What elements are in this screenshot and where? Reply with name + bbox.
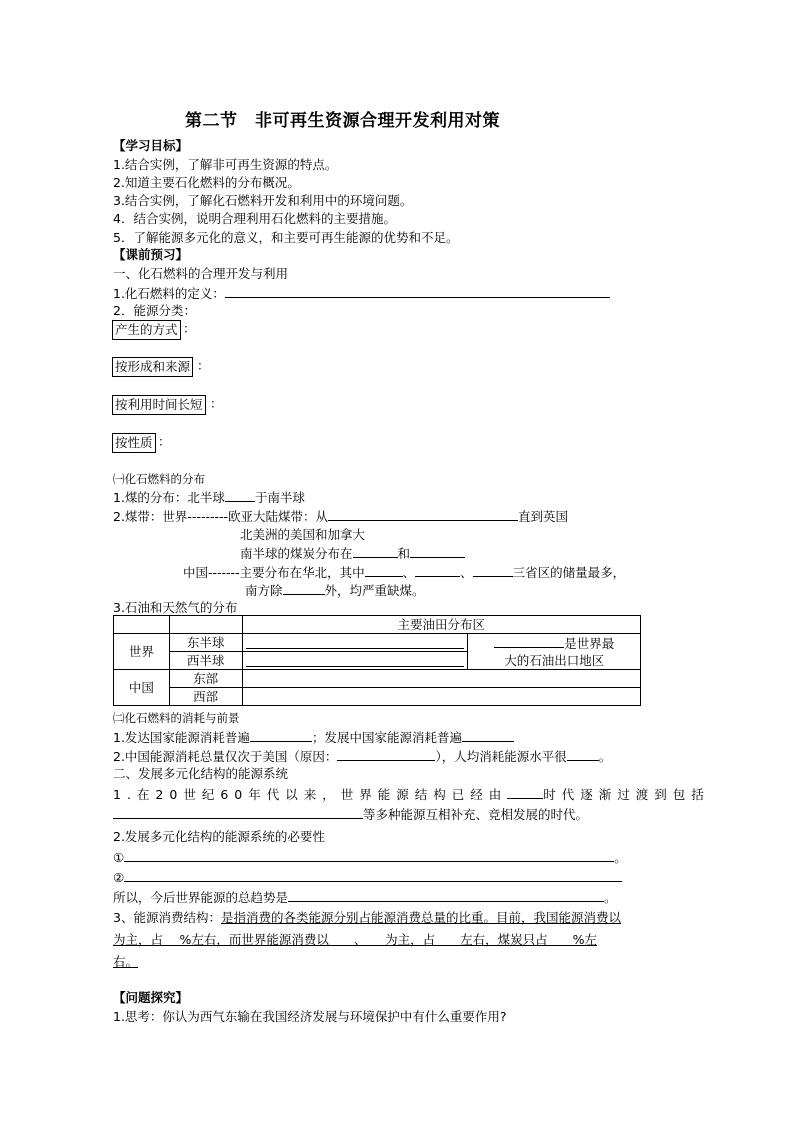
colon: ：	[197, 358, 210, 373]
table-cell[interactable]	[242, 688, 640, 706]
text: 于南半球	[254, 490, 305, 505]
text: 、	[460, 565, 473, 580]
text: 。	[614, 850, 627, 865]
text: 等多种能源互相补充、竞相发展的时代。	[363, 807, 589, 822]
answer-blank[interactable]	[225, 284, 610, 298]
coal-distribution	[113, 488, 305, 506]
necessity-heading: 2.发展多元化结构的能源系统的必要性	[113, 829, 325, 844]
answer-blank[interactable]	[473, 563, 513, 577]
text: 1.在20世纪60年代以来，世界能源结构已经由	[113, 787, 508, 802]
coal-china	[183, 563, 625, 581]
subsection-heading: ㈡化石燃料的消耗与前景	[113, 711, 240, 725]
text: 是世界最	[564, 636, 615, 651]
oil-heading: 3.石油和天然气的分布	[113, 600, 238, 615]
consumption-structure-cont: 为主，占 %左右，而世界能源消费以 、 为主，占 左右，煤炭只占 %左	[113, 932, 597, 947]
structure-line	[113, 785, 710, 803]
section-heading: 一、化石燃料的合理开发与利用	[113, 266, 289, 281]
answer-blank[interactable]	[337, 747, 435, 761]
text: 1.煤的分布：北半球	[113, 490, 225, 505]
answer-blank[interactable]	[246, 636, 465, 649]
text: 。	[598, 749, 612, 764]
answer-blank[interactable]	[124, 868, 622, 882]
text: 外，均严重缺煤。	[324, 583, 425, 598]
answer-blank[interactable]	[507, 785, 543, 799]
coal-belt-south	[240, 544, 465, 562]
coal-belt-na: 北美洲的美国和加拿大	[240, 527, 366, 542]
table-cell	[169, 616, 242, 634]
definition-question	[113, 284, 610, 302]
answer-blank[interactable]	[353, 544, 398, 558]
classification-question: 2．能源分类：	[113, 303, 196, 318]
consumption-structure-end: 右。	[113, 954, 139, 969]
objective-item: 1.结合实例，了解非可再生资源的特点。	[113, 157, 338, 172]
table-row	[114, 634, 641, 652]
objective-item: 4．结合实例，说明合理利用石化燃料的主要措施。	[113, 211, 396, 226]
text: 南方除	[245, 583, 283, 598]
objectives-heading: 【学习目标】	[113, 138, 189, 153]
answer-blank[interactable]	[288, 888, 604, 902]
text: 、	[402, 565, 416, 580]
text: 2.中国能源消耗总量仅次于美国（原因：	[113, 749, 338, 764]
text: ；发展中国家能源消耗普遍	[311, 730, 462, 745]
necessity-item	[113, 868, 622, 886]
objective-item: 3.结合实例，了解化石燃料开发和利用中的环境问题。	[113, 193, 413, 208]
text: 三省区的储量最多，	[512, 565, 626, 580]
objective-item: 2.知道主要石化燃料的分布概况。	[113, 175, 300, 190]
table-cell: 东半球	[169, 634, 242, 652]
colon: ：	[158, 434, 171, 449]
preview-heading: 【课前预习】	[113, 247, 189, 262]
world-note-line: 大的石油出口地区	[504, 653, 605, 668]
text: 南半球的煤炭分布在	[240, 546, 353, 561]
inquiry-question: 1.思考：你认为西气东输在我国经济发展与环境保护中有什么重要作用?	[113, 1009, 507, 1024]
coal-south	[245, 581, 425, 599]
consumption-line	[113, 728, 514, 746]
answer-blank[interactable]	[250, 728, 312, 742]
text: 直到英国	[518, 509, 569, 524]
objective-item: 5．了解能源多元化的意义，和主要可再生能源的优势和不足。	[113, 230, 459, 245]
table-header: 主要油田分布区	[242, 616, 640, 634]
answer-blank[interactable]	[328, 507, 518, 521]
answer-blank[interactable]	[283, 581, 325, 595]
boxed-label: 按性质	[112, 433, 156, 453]
answer-blank[interactable]	[567, 747, 599, 761]
answer-blank[interactable]	[462, 728, 514, 742]
oil-distribution-table	[113, 615, 641, 706]
table-cell: 东部	[169, 670, 242, 688]
consumption-line	[113, 747, 611, 765]
table-cell[interactable]	[242, 670, 640, 688]
question-text: 1.化石燃料的定义：	[113, 286, 225, 301]
inquiry-heading: 【问题探究】	[113, 990, 189, 1005]
answer-blank[interactable]	[124, 848, 614, 862]
colon: ：	[183, 321, 196, 336]
table-cell: 西部	[169, 688, 242, 706]
colon: ：	[210, 396, 223, 411]
answer-blank[interactable]	[415, 563, 460, 577]
table-cell: 西半球	[169, 652, 242, 670]
answer-blank[interactable]	[410, 544, 465, 558]
table-cell	[468, 634, 641, 670]
trend-line	[113, 888, 617, 906]
text: ②	[113, 870, 125, 885]
text: 2.煤带：世界---------欧亚大陆煤带：从	[113, 509, 329, 524]
text: 和	[397, 546, 411, 561]
section-heading: 二、发展多元化结构的能源系统	[113, 766, 289, 781]
boxed-label: 按利用时间长短	[112, 395, 206, 415]
structure-line	[113, 805, 588, 823]
boxed-label: 按形成和来源	[112, 357, 193, 377]
subsection-heading: ㈠化石燃料的分布	[113, 472, 205, 486]
text: ），人均消耗能源水平很	[435, 749, 567, 764]
text: 1.发达国家能源消耗普遍	[113, 730, 250, 745]
answer-blank[interactable]	[246, 654, 465, 667]
coal-belt	[113, 507, 568, 525]
table-row	[114, 616, 641, 634]
world-note-line	[468, 634, 640, 652]
table-cell: 中国	[114, 670, 170, 706]
table-cell[interactable]	[242, 652, 468, 670]
answer-blank[interactable]	[365, 563, 403, 577]
answer-blank[interactable]	[113, 805, 363, 819]
boxed-label: 产生的方式	[112, 320, 181, 340]
table-row	[114, 670, 641, 688]
text: 3、能源消费结构：	[113, 910, 221, 925]
answer-blank[interactable]	[225, 488, 255, 502]
table-cell[interactable]	[242, 634, 468, 652]
answer-blank[interactable]	[494, 634, 564, 648]
table-cell: 世界	[114, 634, 170, 670]
page-title: 第二节 非可再生资源合理开发利用对策	[185, 111, 500, 131]
text: 中国-------主要分布在华北，其中	[183, 565, 365, 580]
table-row	[114, 688, 641, 706]
consumption-structure	[113, 909, 621, 927]
table-cell	[114, 616, 170, 634]
text: 。	[604, 890, 617, 905]
text: 时代逐渐过渡到包括	[543, 787, 710, 802]
text: 所以，今后世界能源的总趋势是	[113, 890, 289, 905]
necessity-item	[113, 848, 627, 866]
text: ①	[113, 850, 125, 865]
text: 是指消费的各类能源分别占能源消费总量的比重。目前，我国能源消费以	[220, 910, 621, 925]
